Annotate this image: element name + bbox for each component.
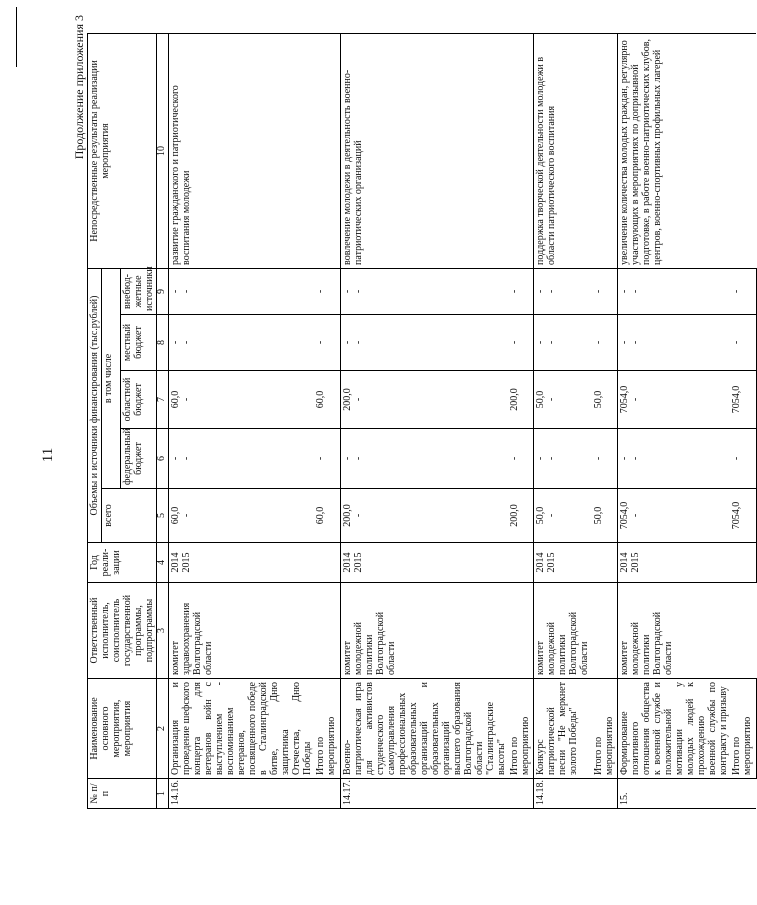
header-total: всего <box>102 489 157 543</box>
table-row <box>618 33 731 808</box>
header-num: № п/п <box>88 779 157 809</box>
reg-value: - <box>352 397 364 402</box>
event-name: Военно-патриотическая игра для активистов студенческого самоуправления профессиональных образовательных организаций и образовательных организаций высшего образования Волгоградской области "Сталинградские высоты" <box>340 679 508 779</box>
itog-reg: 60,0 <box>314 371 340 429</box>
table-row <box>534 33 592 808</box>
year-value: 2014 <box>535 552 546 573</box>
loc-cell <box>618 315 731 371</box>
loc-cell <box>169 315 315 371</box>
fed-value: - <box>546 456 557 461</box>
col-number: 10 <box>157 33 169 268</box>
col-number: 7 <box>157 371 169 429</box>
header-year: Год реали-зации <box>88 543 157 583</box>
itog-reg: 50,0 <box>592 371 618 429</box>
itog-label: Итого по мероприятию <box>592 679 618 779</box>
fed-value: - <box>535 456 546 461</box>
itog-total: 60,0 <box>314 489 340 543</box>
years-cell <box>340 543 508 583</box>
years-cell <box>618 543 731 583</box>
reg-cell <box>618 371 731 429</box>
col-number: 1 <box>157 779 169 809</box>
itog-label: Итого по мероприятию <box>730 679 756 779</box>
total-cell <box>618 489 731 543</box>
table-row <box>340 33 508 808</box>
itog-fed: - <box>730 429 756 489</box>
total-value: - <box>181 513 192 518</box>
itog-year <box>730 543 756 583</box>
reg-cell <box>340 371 508 429</box>
table-body <box>169 33 757 808</box>
header-result: Непосредственные результаты реализации мероприятия <box>88 33 157 268</box>
header-resp: Ответственный исполнитель, соисполнитель государственной программы, подпрограммы <box>88 583 157 679</box>
total-cell <box>169 489 315 543</box>
reg-cell <box>169 371 315 429</box>
itog-loc: - <box>730 315 756 371</box>
year-value: 2014 <box>170 552 181 573</box>
header-ext: внебюд-жетные источники <box>121 268 157 314</box>
itog-fed: - <box>314 429 340 489</box>
loc-value: - <box>341 340 353 345</box>
ext-value: - <box>170 289 181 294</box>
itog-fed: - <box>592 429 618 489</box>
year-value: 2015 <box>352 552 364 573</box>
row-number: 14.16. <box>169 779 341 809</box>
itog-reg: 7054,0 <box>730 371 756 429</box>
itog-ext: - <box>508 268 534 314</box>
fed-value: - <box>341 456 353 461</box>
ext-cell <box>618 268 731 314</box>
itog-label: Итого по мероприятию <box>508 679 534 779</box>
top-rule <box>16 7 17 67</box>
total-value: 200,0 <box>341 504 353 527</box>
reg-cell <box>534 371 592 429</box>
itog-loc: - <box>592 315 618 371</box>
total-value: 7054,0 <box>619 501 630 530</box>
ext-value: - <box>619 289 630 294</box>
fed-value: - <box>630 456 641 461</box>
responsible: комитет молодежной политики Волгоградской области <box>340 583 534 679</box>
year-value: 2014 <box>341 552 353 573</box>
reg-value: 7054,0 <box>619 385 630 414</box>
appendix-caption: Продолжение приложения 3 <box>72 15 86 160</box>
fed-cell <box>618 429 731 489</box>
loc-value: - <box>170 340 181 345</box>
itog-loc: - <box>314 315 340 371</box>
reg-value: - <box>181 397 192 402</box>
col-number: 2 <box>157 679 169 779</box>
header-loc: местный бюджет <box>121 315 157 371</box>
responsible: комитет молодежной политики Волгоградской области <box>534 583 618 679</box>
col-number: 5 <box>157 489 169 543</box>
ext-value: - <box>535 289 546 294</box>
itog-fed: - <box>508 429 534 489</box>
result: вовлечение молодежи в деятельность военно-патриотических организаций <box>340 33 534 268</box>
loc-value: - <box>535 340 546 345</box>
itog-total: 200,0 <box>508 489 534 543</box>
total-value: 50,0 <box>535 506 546 525</box>
responsible: комитет здравоохранения Волгоградской области <box>169 583 341 679</box>
reg-value: 60,0 <box>170 390 181 409</box>
total-cell <box>534 489 592 543</box>
result: увеличение количества молодых граждан, регулярно участвующих в мероприятиях по допризывной подготовке, в работе военно-патриотических клубов, центров, военно-спортивных профильных лагерей <box>618 33 757 268</box>
itog-ext: - <box>730 268 756 314</box>
loc-cell <box>340 315 508 371</box>
reg-value: 200,0 <box>341 388 353 411</box>
loc-value: - <box>546 340 557 345</box>
header-volumes: Объемы и источники финансирования (тыс.рублей) <box>88 268 102 542</box>
header-incl: в том числе <box>102 268 121 488</box>
col-number: 6 <box>157 429 169 489</box>
total-cell <box>340 489 508 543</box>
result: развитие гражданского и патриотического воспитания молодежи <box>169 33 341 268</box>
ext-value: - <box>546 289 557 294</box>
event-name: Формирование позитивного отношения общества к военной службе и положительной мотивации у молодых людей к прохождению военной службы по контракту и призыву <box>618 679 731 779</box>
years-cell <box>169 543 315 583</box>
loc-value: - <box>619 340 630 345</box>
total-value: - <box>546 513 557 518</box>
fed-cell <box>169 429 315 489</box>
itog-reg: 200,0 <box>508 371 534 429</box>
ext-cell <box>534 268 592 314</box>
fed-value: - <box>619 456 630 461</box>
fed-value: - <box>170 456 181 461</box>
fed-value: - <box>352 456 364 461</box>
years-cell <box>534 543 592 583</box>
reg-value: - <box>546 397 557 402</box>
itog-year <box>314 543 340 583</box>
result: поддержка творческой деятельности молодежи в области патриотического воспитания <box>534 33 618 268</box>
event-name: Организация и проведение шефского концерта для ветеранов войн с выступлением - воспоминанием ветеранов, посвященного победе в Сталинградской битве, Дню защитника Отечества, Дню Победы <box>169 679 315 779</box>
total-value: - <box>352 513 364 518</box>
reg-value: 50,0 <box>535 390 546 409</box>
header-name: Наименование основного мероприятия, мероприятия <box>88 679 157 779</box>
itog-ext: - <box>592 268 618 314</box>
ext-value: - <box>352 289 364 294</box>
responsible: комитет молодежной политики Волгоградской области <box>618 583 757 679</box>
header-fed: федеральный бюджет <box>121 429 157 489</box>
loc-value: - <box>352 340 364 345</box>
fed-value: - <box>181 456 192 461</box>
col-number: 9 <box>157 268 169 314</box>
page-number: 11 <box>40 447 56 463</box>
itog-ext: - <box>314 268 340 314</box>
itog-year <box>508 543 534 583</box>
ext-cell <box>169 268 315 314</box>
total-value: 60,0 <box>170 506 181 525</box>
header-reg: областной бюджет <box>121 371 157 429</box>
col-number: 3 <box>157 583 169 679</box>
row-number: 15. <box>618 779 757 809</box>
year-value: 2015 <box>181 552 192 573</box>
fed-cell <box>340 429 508 489</box>
row-number: 14.17. <box>340 779 534 809</box>
loc-cell <box>534 315 592 371</box>
itog-year <box>592 543 618 583</box>
ext-value: - <box>630 289 641 294</box>
ext-cell <box>340 268 508 314</box>
fed-cell <box>534 429 592 489</box>
reg-value: - <box>630 397 641 402</box>
itog-loc: - <box>508 315 534 371</box>
itog-total: 50,0 <box>592 489 618 543</box>
year-value: 2015 <box>630 552 641 573</box>
loc-value: - <box>630 340 641 345</box>
event-name: Конкурс патриотической песни "Не меркнет золото Победы" <box>534 679 592 779</box>
col-number: 8 <box>157 315 169 371</box>
col-number: 4 <box>157 543 169 583</box>
row-number: 14.18. <box>534 779 618 809</box>
financing-table <box>87 33 757 809</box>
itog-label: Итого по мероприятию <box>314 679 340 779</box>
ext-value: - <box>341 289 353 294</box>
year-value: 2015 <box>546 552 557 573</box>
total-value: - <box>630 513 641 518</box>
year-value: 2014 <box>619 552 630 573</box>
itog-total: 7054,0 <box>730 489 756 543</box>
table-row <box>169 33 315 808</box>
ext-value: - <box>181 289 192 294</box>
loc-value: - <box>181 340 192 345</box>
